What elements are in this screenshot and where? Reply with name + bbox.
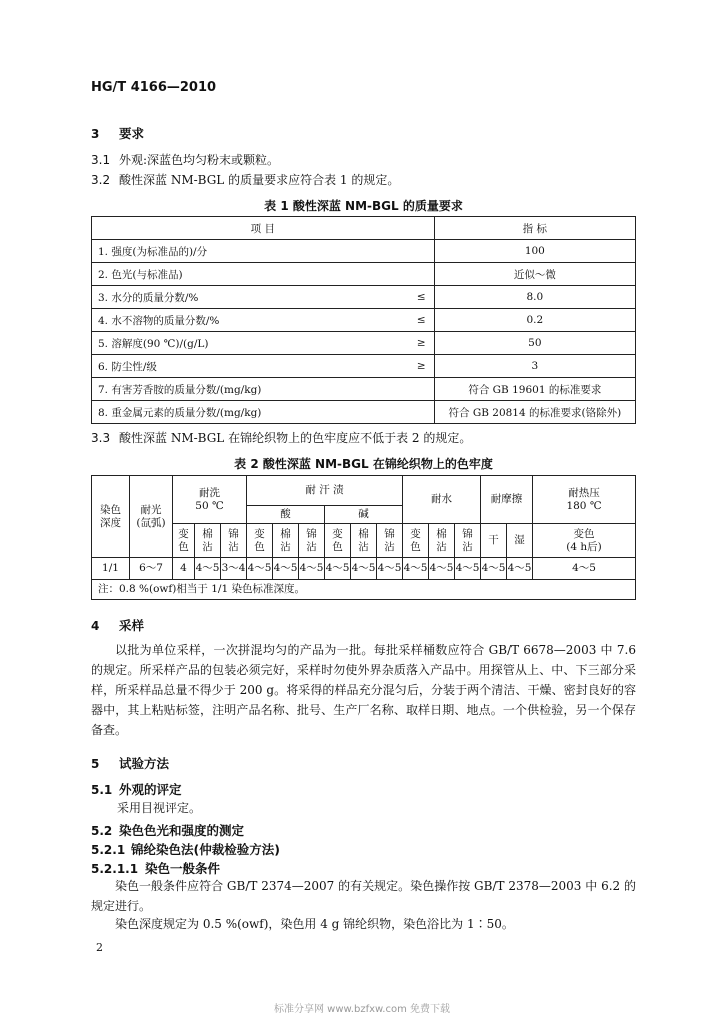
header-dry: 干: [481, 524, 507, 558]
header-perspiration: 耐 汗 渍: [247, 476, 403, 506]
section-title: 试验方法: [119, 756, 170, 771]
header-text: 耐洗: [199, 486, 220, 499]
clause-title: 染色一般条件: [145, 861, 221, 876]
header-cotton: [273, 524, 299, 558]
header-text: 变色: [573, 527, 595, 540]
header-nylon: [299, 524, 325, 558]
page-number: 2: [96, 941, 103, 954]
clause-title: 锦纶染色法(仲裁检验方法): [131, 842, 280, 857]
clause-number: 3.2: [91, 173, 111, 187]
clause-3-3: [91, 428, 471, 448]
header-text: 锦沾: [306, 527, 317, 553]
header-change: [247, 524, 273, 558]
table-row: [92, 286, 636, 309]
cell-rub-wet: 4～5: [507, 558, 533, 580]
clause-5-2-1-1-paragraph-2: 染色深度规定为 0.5 %(owf)，染色用 4 g 锦纶织物，染色浴比为 1∶50。: [115, 917, 514, 931]
clause-5-2-1-1-heading: [91, 859, 220, 877]
table-1-header-item: 项 目: [92, 217, 435, 240]
header-text: 锦沾: [462, 527, 473, 553]
row-operator: [396, 378, 435, 401]
table-row: [92, 240, 636, 263]
cell-acid-change: 4～5: [247, 558, 273, 580]
row-item: 5. 溶解度(90 ℃)/(g/L): [92, 332, 396, 355]
header-text: 耐热压: [568, 486, 600, 499]
header-text: 棉沾: [358, 527, 369, 553]
table-row: [92, 355, 636, 378]
clause-title: 外观的评定: [119, 782, 182, 797]
cell-wash-nylon: 3～4: [221, 558, 247, 580]
row-item: 4. 水不溶物的质量分数/%: [92, 309, 396, 332]
row-item: 6. 防尘性/级: [92, 355, 396, 378]
row-operator: [396, 263, 435, 286]
clause-3-1: [91, 150, 279, 170]
cell-rub-dry: 4～5: [481, 558, 507, 580]
cell-alkali-nylon: 4～5: [377, 558, 403, 580]
cell-water-change: 4～5: [403, 558, 429, 580]
header-text: 棉沾: [280, 527, 291, 553]
header-text: 变色: [332, 527, 343, 553]
cell-water-nylon: 4～5: [455, 558, 481, 580]
header-light-fastness: [130, 476, 173, 558]
table-2: [91, 475, 636, 600]
row-value: 近似～微: [434, 263, 635, 286]
row-item: 2. 色光(与标准品): [92, 263, 396, 286]
table-1-header-value: 指 标: [434, 217, 635, 240]
row-value: 3: [434, 355, 635, 378]
table-row: [92, 558, 636, 580]
header-text: 变色: [178, 527, 189, 553]
row-operator: ≥: [396, 332, 435, 355]
header-text: 棉沾: [436, 527, 447, 553]
header-text: 变色: [254, 527, 265, 553]
header-hot-pressing: [533, 476, 636, 524]
table-2-note: 注：0.8 %(owf)相当于 1/1 染色标准深度。: [92, 580, 636, 600]
table-row: [92, 378, 636, 401]
header-change: [325, 524, 351, 558]
row-value: 0.2: [434, 309, 635, 332]
section-title: 要求: [119, 126, 145, 141]
row-operator: ≥: [396, 355, 435, 378]
clause-text: 酸性深蓝 NM-BGL 的质量要求应符合表 1 的规定。: [119, 173, 400, 187]
table-row: [92, 263, 636, 286]
header-heat-change: [533, 524, 636, 558]
header-cotton: [351, 524, 377, 558]
row-item: 7. 有害芳香胺的质量分数/(mg/kg): [92, 378, 396, 401]
row-value: 符合 GB 19601 的标准要求: [434, 378, 635, 401]
row-value: 8.0: [434, 286, 635, 309]
clause-5-1-text: 采用目视评定。: [117, 801, 202, 815]
cell-acid-nylon: 4～5: [299, 558, 325, 580]
row-value: 符合 GB 20814 的标准要求(铬除外): [434, 401, 635, 424]
header-change: [173, 524, 195, 558]
clause-text: 酸性深蓝 NM-BGL 在锦纶织物上的色牢度应不低于表 2 的规定。: [119, 431, 472, 445]
row-value: 100: [434, 240, 635, 263]
watermark: 标准分享网 www.bzfxw.com 免费下载: [274, 1004, 450, 1015]
table-1: [91, 216, 636, 424]
cell-acid-cotton: 4～5: [273, 558, 299, 580]
document-id: HG/T 4166—2010: [91, 80, 217, 95]
cell-heat: 4～5: [533, 558, 636, 580]
clause-number: 5.1: [91, 783, 113, 797]
header-wet: 湿: [507, 524, 533, 558]
clause-number: 3.1: [91, 153, 111, 167]
header-water: 耐水: [403, 476, 481, 524]
header-subtext: 180 ℃: [566, 499, 602, 512]
header-dyeing-depth: [92, 476, 130, 558]
header-alkali: 碱: [325, 506, 403, 524]
clause-number: 5.2: [91, 824, 113, 838]
section-4-paragraph: 以批为单位采样，一次拼混均匀的产品为一批。每批采样桶数应符合 GB/T 6678—2003 中 7.6 的规定。所采样产品的包装必须完好，采样时勿使外界杂质落入产品中。用探管从上、中、下三部分采样，所采样品总量不得少于 200 g。将采得的样品充分混匀后，分装于两个清洁、干燥、密封良好的容器中，其上粘贴标签，注明产品名称、批号、生产厂名称、取样日期、地点。一个供检验，另一个保存备查。: [91, 643, 636, 737]
table-1-caption: 表 1 酸性深蓝 NM-BGL 的质量要求: [264, 199, 463, 213]
row-item: 8. 重金属元素的质量分数/(mg/kg): [92, 401, 396, 424]
header-cotton: [429, 524, 455, 558]
cell-alkali-cotton: 4～5: [351, 558, 377, 580]
header-text: 棉沾: [202, 527, 213, 553]
header-change: [403, 524, 429, 558]
row-operator: ≤: [396, 309, 435, 332]
section-title: 采样: [119, 618, 145, 633]
section-number: 4: [91, 619, 100, 633]
header-subtext: (4 h后): [566, 540, 602, 553]
row-item: 3. 水分的质量分数/%: [92, 286, 396, 309]
clause-5-1-heading: [91, 780, 182, 798]
section-5-heading: [91, 754, 169, 772]
clause-number: 5.2.1.1: [91, 862, 139, 876]
header-text: 锦沾: [384, 527, 395, 553]
row-operator: ≤: [396, 286, 435, 309]
cell-wash-cotton: 4～5: [195, 558, 221, 580]
table-row: [92, 401, 636, 424]
header-text: 锦沾: [228, 527, 239, 553]
clause-text: 外观:深蓝色均匀粉末或颗粒。: [119, 153, 280, 167]
clause-5-2-heading: [91, 821, 244, 839]
cell-water-cotton: 4～5: [429, 558, 455, 580]
header-text: 耐光(氙弧): [136, 503, 166, 529]
clause-number: 3.3: [91, 431, 111, 445]
header-subtext: 50 ℃: [195, 499, 224, 512]
header-rubbing: 耐摩擦: [481, 476, 533, 524]
clause-3-2: [91, 170, 399, 190]
clause-5-2-1-1-paragraph-1: 染色一般条件应符合 GB/T 2374—2007 的有关规定。染色操作按 GB/T 2378—2003 中 6.2 的规定进行。: [91, 879, 636, 913]
cell-light: 6～7: [130, 558, 173, 580]
section-number: 3: [91, 127, 100, 141]
row-operator: [396, 240, 435, 263]
header-acid: 酸: [247, 506, 325, 524]
section-number: 5: [91, 757, 100, 771]
header-text: 染色深度: [100, 503, 121, 529]
table-row: [92, 309, 636, 332]
clause-number: 5.2.1: [91, 843, 126, 857]
clause-5-2-1-heading: [91, 840, 280, 858]
header-nylon: [221, 524, 247, 558]
header-nylon: [455, 524, 481, 558]
table-row: [92, 332, 636, 355]
header-cotton: [195, 524, 221, 558]
section-3-heading: [91, 124, 144, 142]
header-nylon: [377, 524, 403, 558]
table-2-caption: 表 2 酸性深蓝 NM-BGL 在锦纶织物上的色牢度: [234, 457, 493, 471]
row-item: 1. 强度(为标准品的)/分: [92, 240, 396, 263]
cell-alkali-change: 4～5: [325, 558, 351, 580]
row-operator: [396, 401, 435, 424]
cell-depth: 1/1: [92, 558, 130, 580]
cell-wash-change: 4: [173, 558, 195, 580]
section-4-heading: [91, 616, 144, 634]
header-washing: [173, 476, 247, 524]
header-text: 变色: [410, 527, 421, 553]
row-value: 50: [434, 332, 635, 355]
clause-title: 染色色光和强度的测定: [119, 823, 245, 838]
